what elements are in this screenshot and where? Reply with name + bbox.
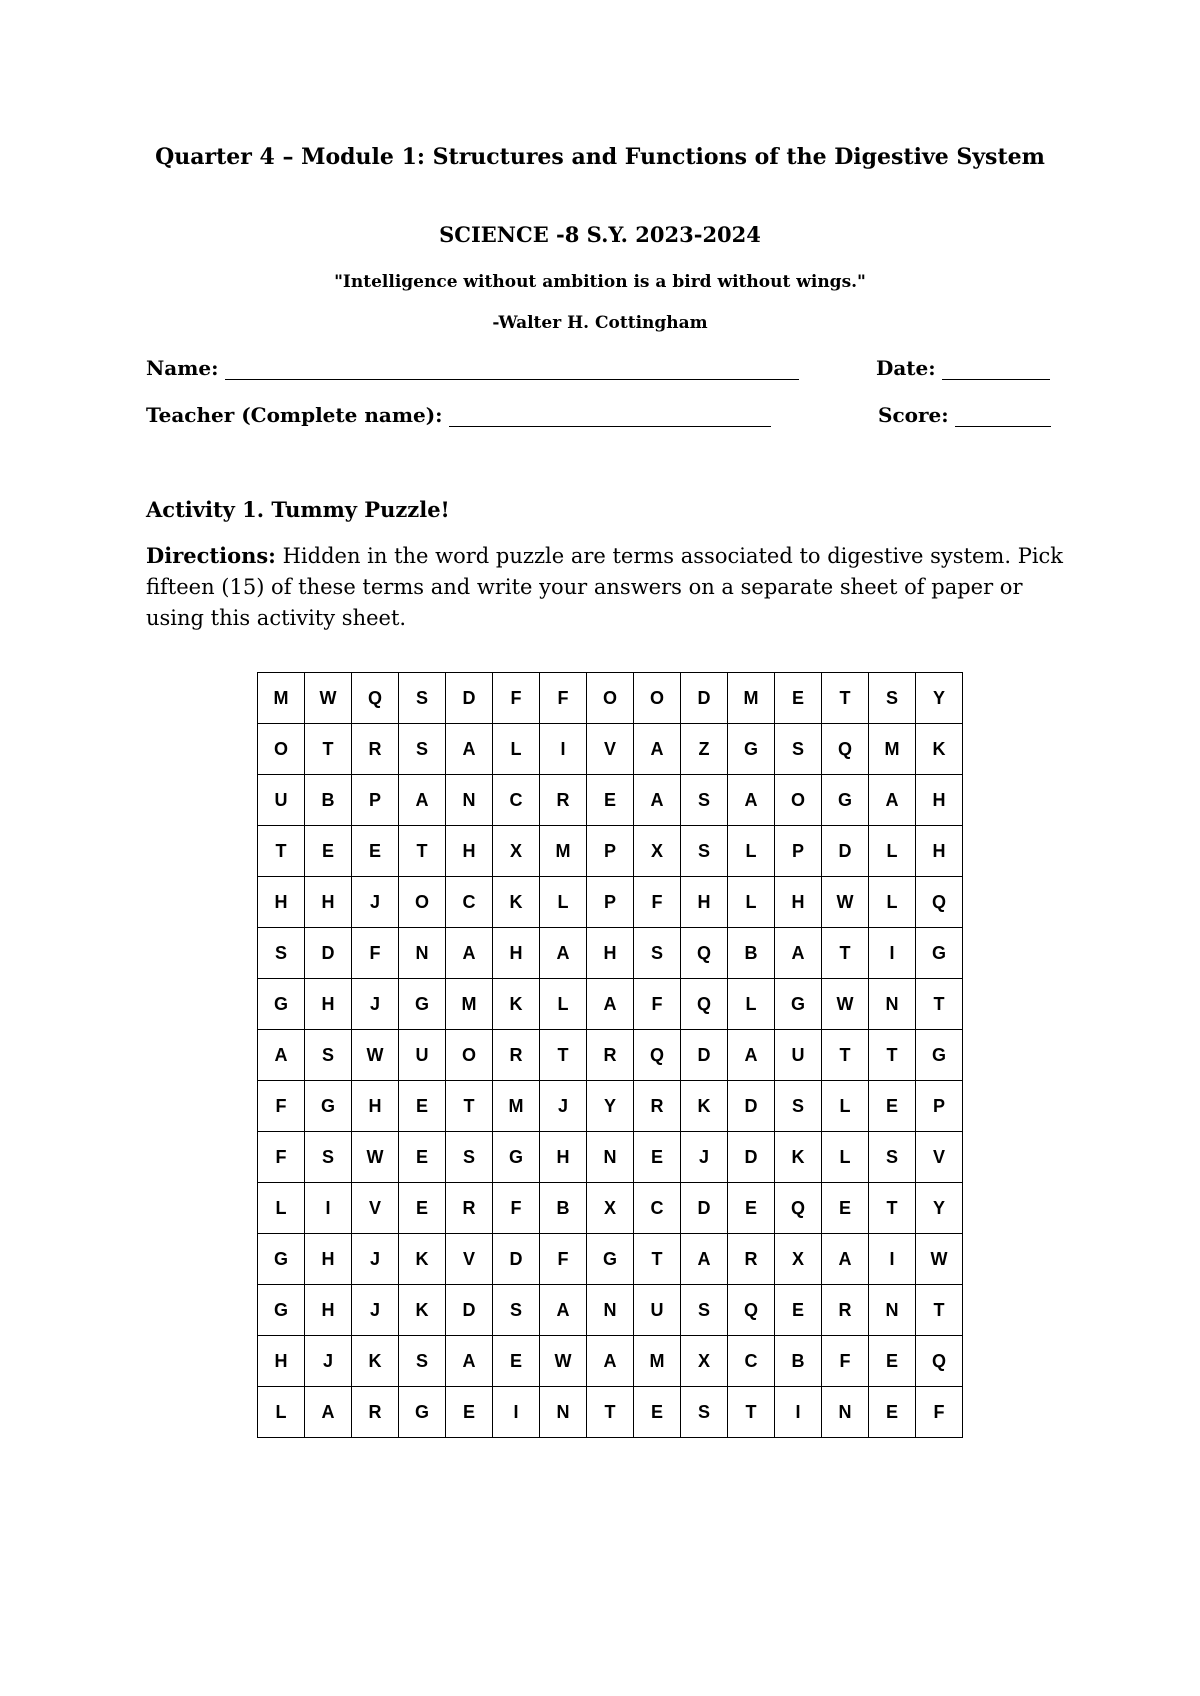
score-field — [878, 403, 1051, 427]
grid-cell[interactable]: E — [775, 1285, 822, 1336]
grid-cell[interactable]: S — [634, 928, 681, 979]
grid-cell[interactable]: H — [775, 877, 822, 928]
teacher-blank-line[interactable] — [449, 406, 771, 427]
grid-row — [258, 826, 963, 877]
activity-title: Activity 1. Tummy Puzzle! — [146, 497, 450, 522]
grid-cell[interactable]: G — [258, 1285, 305, 1336]
grid-cell[interactable]: S — [775, 724, 822, 775]
grid-cell[interactable]: S — [493, 1285, 540, 1336]
grid-cell[interactable]: G — [775, 979, 822, 1030]
grid-cell[interactable]: H — [258, 1336, 305, 1387]
grid-cell[interactable]: K — [493, 979, 540, 1030]
grid-row — [258, 1081, 963, 1132]
grid-cell[interactable]: E — [634, 1387, 681, 1438]
grid-cell[interactable]: T — [446, 1081, 493, 1132]
grid-cell[interactable]: W — [540, 1336, 587, 1387]
grid-cell[interactable]: I — [493, 1387, 540, 1438]
grid-cell[interactable]: T — [258, 826, 305, 877]
grid-cell[interactable]: L — [493, 724, 540, 775]
grid-cell[interactable]: F — [258, 1081, 305, 1132]
grid-cell[interactable]: F — [493, 673, 540, 724]
grid-row — [258, 1132, 963, 1183]
grid-cell[interactable]: U — [634, 1285, 681, 1336]
grid-cell[interactable]: S — [305, 1030, 352, 1081]
grid-cell[interactable]: D — [728, 1132, 775, 1183]
grid-row — [258, 1285, 963, 1336]
grid-cell[interactable]: G — [916, 1030, 963, 1081]
grid-cell[interactable]: L — [540, 979, 587, 1030]
grid-cell[interactable]: E — [822, 1183, 869, 1234]
grid-row — [258, 1030, 963, 1081]
date-field — [876, 356, 1050, 380]
grid-cell[interactable]: D — [493, 1234, 540, 1285]
grid-row — [258, 775, 963, 826]
grid-cell[interactable]: B — [775, 1336, 822, 1387]
grid-cell[interactable]: H — [305, 979, 352, 1030]
grid-cell[interactable]: G — [258, 1234, 305, 1285]
grid-cell[interactable]: J — [352, 1285, 399, 1336]
grid-cell[interactable]: S — [399, 724, 446, 775]
grid-cell[interactable]: E — [399, 1183, 446, 1234]
grid-cell[interactable]: Q — [916, 1336, 963, 1387]
grid-cell[interactable]: D — [446, 673, 493, 724]
grid-cell[interactable]: P — [587, 877, 634, 928]
grid-cell[interactable]: N — [822, 1387, 869, 1438]
grid-cell[interactable]: H — [352, 1081, 399, 1132]
grid-cell[interactable]: L — [728, 826, 775, 877]
grid-cell[interactable]: A — [258, 1030, 305, 1081]
grid-row — [258, 979, 963, 1030]
grid-cell[interactable]: T — [399, 826, 446, 877]
grid-cell[interactable]: T — [916, 1285, 963, 1336]
grid-cell[interactable]: G — [305, 1081, 352, 1132]
grid-cell[interactable]: Q — [681, 979, 728, 1030]
grid-cell[interactable]: L — [822, 1081, 869, 1132]
grid-cell[interactable]: J — [540, 1081, 587, 1132]
grid-cell[interactable]: I — [869, 928, 916, 979]
grid-cell[interactable]: G — [728, 724, 775, 775]
grid-cell[interactable]: S — [305, 1132, 352, 1183]
grid-cell[interactable]: E — [869, 1336, 916, 1387]
grid-cell[interactable]: X — [587, 1183, 634, 1234]
grid-cell[interactable]: E — [399, 1132, 446, 1183]
grid-cell[interactable]: W — [352, 1030, 399, 1081]
grid-cell[interactable]: G — [493, 1132, 540, 1183]
grid-cell[interactable]: N — [399, 928, 446, 979]
grid-cell[interactable]: H — [681, 877, 728, 928]
grid-cell[interactable]: W — [916, 1234, 963, 1285]
grid-cell[interactable]: I — [540, 724, 587, 775]
grid-cell[interactable]: H — [916, 826, 963, 877]
grid-cell[interactable]: X — [775, 1234, 822, 1285]
quote-author: -Walter H. Cottingham — [492, 313, 708, 333]
grid-cell[interactable]: L — [822, 1132, 869, 1183]
grid-cell[interactable]: O — [775, 775, 822, 826]
grid-cell[interactable]: A — [446, 1336, 493, 1387]
grid-cell[interactable]: N — [869, 979, 916, 1030]
grid-cell[interactable]: T — [728, 1387, 775, 1438]
grid-cell[interactable]: T — [305, 724, 352, 775]
grid-cell[interactable]: H — [540, 1132, 587, 1183]
grid-cell[interactable]: B — [305, 775, 352, 826]
grid-cell[interactable]: R — [352, 1387, 399, 1438]
grid-cell[interactable]: L — [728, 877, 775, 928]
grid-row — [258, 1336, 963, 1387]
grid-row — [258, 724, 963, 775]
grid-cell[interactable]: T — [916, 979, 963, 1030]
grid-cell[interactable]: A — [681, 1234, 728, 1285]
grid-cell[interactable]: O — [446, 1030, 493, 1081]
name-field — [146, 356, 799, 380]
grid-cell[interactable]: R — [446, 1183, 493, 1234]
grid-cell[interactable]: G — [822, 775, 869, 826]
grid-cell[interactable]: F — [493, 1183, 540, 1234]
grid-cell[interactable]: P — [916, 1081, 963, 1132]
grid-cell[interactable]: A — [775, 928, 822, 979]
grid-cell[interactable]: F — [258, 1132, 305, 1183]
grid-cell[interactable]: E — [775, 673, 822, 724]
grid-cell[interactable]: E — [869, 1387, 916, 1438]
grid-cell[interactable]: H — [305, 1285, 352, 1336]
directions — [146, 540, 1066, 634]
grid-cell[interactable]: O — [634, 673, 681, 724]
grid-cell[interactable]: J — [681, 1132, 728, 1183]
grid-cell[interactable]: S — [681, 826, 728, 877]
grid-cell[interactable]: E — [587, 775, 634, 826]
teacher-label: Teacher (Complete name): — [146, 403, 443, 427]
grid-cell[interactable]: G — [399, 1387, 446, 1438]
grid-cell[interactable]: A — [587, 1336, 634, 1387]
grid-cell[interactable]: Q — [728, 1285, 775, 1336]
grid-cell[interactable]: O — [399, 877, 446, 928]
grid-cell[interactable]: L — [728, 979, 775, 1030]
grid-cell[interactable]: R — [587, 1030, 634, 1081]
grid-cell[interactable]: M — [258, 673, 305, 724]
grid-cell[interactable]: T — [822, 673, 869, 724]
grid-cell[interactable]: Q — [822, 724, 869, 775]
grid-cell[interactable]: F — [634, 979, 681, 1030]
grid-cell[interactable]: A — [305, 1387, 352, 1438]
grid-cell[interactable]: H — [258, 877, 305, 928]
score-blank-line[interactable] — [955, 406, 1051, 427]
grid-cell[interactable]: G — [916, 928, 963, 979]
grid-cell[interactable]: T — [634, 1234, 681, 1285]
grid-cell[interactable]: A — [446, 928, 493, 979]
grid-cell[interactable]: W — [822, 877, 869, 928]
grid-cell[interactable]: E — [634, 1132, 681, 1183]
grid-cell[interactable]: H — [446, 826, 493, 877]
score-label: Score: — [878, 403, 949, 427]
grid-row — [258, 1234, 963, 1285]
grid-cell[interactable]: D — [446, 1285, 493, 1336]
grid-cell[interactable]: A — [540, 928, 587, 979]
grid-cell[interactable]: S — [775, 1081, 822, 1132]
grid-cell[interactable]: S — [681, 1285, 728, 1336]
grid-cell[interactable]: U — [775, 1030, 822, 1081]
grid-cell[interactable]: Y — [916, 673, 963, 724]
grid-cell[interactable]: X — [681, 1336, 728, 1387]
grid-cell[interactable]: N — [540, 1387, 587, 1438]
grid-cell[interactable]: S — [869, 1132, 916, 1183]
grid-cell[interactable]: Q — [352, 673, 399, 724]
grid-cell[interactable]: E — [399, 1081, 446, 1132]
grid-cell[interactable]: G — [258, 979, 305, 1030]
grid-cell[interactable]: X — [493, 826, 540, 877]
grid-cell[interactable]: C — [728, 1336, 775, 1387]
grid-cell[interactable]: R — [352, 724, 399, 775]
grid-cell[interactable]: S — [399, 1336, 446, 1387]
directions-text: Hidden in the word puzzle are terms associated to digestive system. Pick fifteen (15) of these terms and write your answers on a separate sheet of paper or using this activity sheet. — [146, 544, 1064, 630]
grid-cell[interactable]: F — [634, 877, 681, 928]
grid-cell[interactable]: X — [634, 826, 681, 877]
grid-cell[interactable]: Q — [681, 928, 728, 979]
grid-cell[interactable]: F — [352, 928, 399, 979]
grid-cell[interactable]: Q — [916, 877, 963, 928]
grid-cell[interactable]: G — [399, 979, 446, 1030]
grid-cell[interactable]: L — [869, 826, 916, 877]
grid-cell[interactable]: J — [352, 979, 399, 1030]
grid-cell[interactable]: K — [493, 877, 540, 928]
grid-cell[interactable]: H — [305, 1234, 352, 1285]
grid-cell[interactable]: J — [305, 1336, 352, 1387]
grid-cell[interactable]: J — [352, 877, 399, 928]
grid-cell[interactable]: K — [399, 1234, 446, 1285]
grid-cell[interactable]: A — [869, 775, 916, 826]
grid-cell[interactable]: W — [305, 673, 352, 724]
grid-cell[interactable]: E — [305, 826, 352, 877]
grid-cell[interactable]: G — [587, 1234, 634, 1285]
grid-cell[interactable]: T — [869, 1183, 916, 1234]
grid-cell[interactable]: C — [493, 775, 540, 826]
grid-cell[interactable]: N — [587, 1285, 634, 1336]
grid-cell[interactable]: E — [493, 1336, 540, 1387]
grid-cell[interactable]: A — [540, 1285, 587, 1336]
grid-cell[interactable]: M — [540, 826, 587, 877]
date-blank-line[interactable] — [942, 359, 1050, 380]
grid-cell[interactable]: E — [869, 1081, 916, 1132]
date-label: Date: — [876, 356, 936, 380]
grid-cell[interactable]: C — [634, 1183, 681, 1234]
grid-cell[interactable]: Y — [587, 1081, 634, 1132]
grid-cell[interactable]: J — [352, 1234, 399, 1285]
quote: "Intelligence without ambition is a bird without wings." — [334, 272, 866, 292]
grid-cell[interactable]: O — [587, 673, 634, 724]
grid-cell[interactable]: I — [305, 1183, 352, 1234]
grid-cell[interactable]: V — [352, 1183, 399, 1234]
grid-cell[interactable]: M — [869, 724, 916, 775]
grid-cell[interactable]: O — [258, 724, 305, 775]
grid-cell[interactable]: V — [587, 724, 634, 775]
grid-cell[interactable]: A — [822, 1234, 869, 1285]
grid-cell[interactable]: T — [587, 1387, 634, 1438]
grid-cell[interactable]: V — [446, 1234, 493, 1285]
page-title: Quarter 4 – Module 1: Structures and Functions of the Digestive System — [155, 144, 1045, 170]
grid-cell[interactable]: L — [869, 877, 916, 928]
grid-cell[interactable]: P — [352, 775, 399, 826]
grid-cell[interactable]: R — [634, 1081, 681, 1132]
directions-label: Directions: — [146, 543, 276, 568]
grid-cell[interactable]: Z — [681, 724, 728, 775]
grid-cell[interactable]: D — [681, 1183, 728, 1234]
grid-cell[interactable]: H — [493, 928, 540, 979]
grid-cell[interactable]: A — [634, 724, 681, 775]
grid-cell[interactable]: S — [681, 775, 728, 826]
grid-cell[interactable]: A — [728, 1030, 775, 1081]
grid-row — [258, 928, 963, 979]
grid-cell[interactable]: Q — [775, 1183, 822, 1234]
grid-cell[interactable]: A — [634, 775, 681, 826]
grid-cell[interactable]: E — [446, 1387, 493, 1438]
grid-cell[interactable]: S — [869, 673, 916, 724]
grid-cell[interactable]: Y — [916, 1183, 963, 1234]
grid-cell[interactable]: K — [681, 1081, 728, 1132]
grid-cell[interactable]: S — [258, 928, 305, 979]
grid-cell[interactable]: E — [728, 1183, 775, 1234]
grid-cell[interactable]: H — [587, 928, 634, 979]
grid-row — [258, 1183, 963, 1234]
grid-cell[interactable]: D — [681, 673, 728, 724]
grid-cell[interactable]: D — [305, 928, 352, 979]
grid-cell[interactable]: R — [540, 775, 587, 826]
grid-cell[interactable]: M — [493, 1081, 540, 1132]
name-label: Name: — [146, 356, 219, 380]
grid-cell[interactable]: R — [493, 1030, 540, 1081]
grid-cell[interactable]: K — [775, 1132, 822, 1183]
grid-cell[interactable]: D — [728, 1081, 775, 1132]
grid-cell[interactable]: A — [446, 724, 493, 775]
grid-cell[interactable]: V — [916, 1132, 963, 1183]
grid-cell[interactable]: B — [540, 1183, 587, 1234]
grid-cell[interactable]: L — [258, 1387, 305, 1438]
grid-cell[interactable]: T — [869, 1030, 916, 1081]
grid-cell[interactable]: L — [258, 1183, 305, 1234]
grid-cell[interactable]: K — [916, 724, 963, 775]
grid-cell[interactable]: N — [587, 1132, 634, 1183]
grid-cell[interactable]: L — [540, 877, 587, 928]
grid-cell[interactable]: C — [446, 877, 493, 928]
grid-cell[interactable]: K — [399, 1285, 446, 1336]
grid-cell[interactable]: E — [352, 826, 399, 877]
grid-cell[interactable]: S — [399, 673, 446, 724]
grid-cell[interactable]: F — [540, 1234, 587, 1285]
grid-cell[interactable]: U — [258, 775, 305, 826]
grid-cell[interactable]: N — [446, 775, 493, 826]
grid-cell[interactable]: A — [587, 979, 634, 1030]
grid-cell[interactable]: K — [352, 1336, 399, 1387]
grid-cell[interactable]: F — [822, 1336, 869, 1387]
grid-cell[interactable]: U — [399, 1030, 446, 1081]
grid-cell[interactable]: A — [728, 775, 775, 826]
grid-cell[interactable]: M — [728, 673, 775, 724]
grid-cell[interactable]: S — [681, 1387, 728, 1438]
teacher-field — [146, 403, 771, 427]
grid-cell[interactable]: M — [446, 979, 493, 1030]
grid-cell[interactable]: I — [775, 1387, 822, 1438]
grid-row — [258, 1387, 963, 1438]
grid-cell[interactable]: F — [540, 673, 587, 724]
grid-row — [258, 877, 963, 928]
grid-cell[interactable]: Q — [634, 1030, 681, 1081]
grid-cell[interactable]: D — [822, 826, 869, 877]
grid-cell[interactable]: R — [822, 1285, 869, 1336]
grid-cell[interactable]: M — [634, 1336, 681, 1387]
word-search-grid — [257, 672, 963, 1438]
grid-cell[interactable]: R — [728, 1234, 775, 1285]
grid-cell[interactable]: W — [352, 1132, 399, 1183]
grid-cell[interactable]: N — [869, 1285, 916, 1336]
grid-cell[interactable]: F — [916, 1387, 963, 1438]
grid-cell[interactable]: T — [822, 928, 869, 979]
grid-cell[interactable]: B — [728, 928, 775, 979]
grid-cell[interactable]: I — [869, 1234, 916, 1285]
grid-cell[interactable]: H — [916, 775, 963, 826]
grid-cell[interactable]: P — [775, 826, 822, 877]
grid-cell[interactable]: S — [446, 1132, 493, 1183]
grid-cell[interactable]: D — [681, 1030, 728, 1081]
name-blank-line[interactable] — [225, 359, 799, 380]
grid-cell[interactable]: T — [540, 1030, 587, 1081]
subject-heading: SCIENCE -8 S.Y. 2023-2024 — [439, 222, 761, 247]
grid-row — [258, 673, 963, 724]
grid-cell[interactable]: H — [305, 877, 352, 928]
grid-cell[interactable]: T — [822, 1030, 869, 1081]
grid-cell[interactable]: P — [587, 826, 634, 877]
grid-cell[interactable]: W — [822, 979, 869, 1030]
grid-cell[interactable]: A — [399, 775, 446, 826]
